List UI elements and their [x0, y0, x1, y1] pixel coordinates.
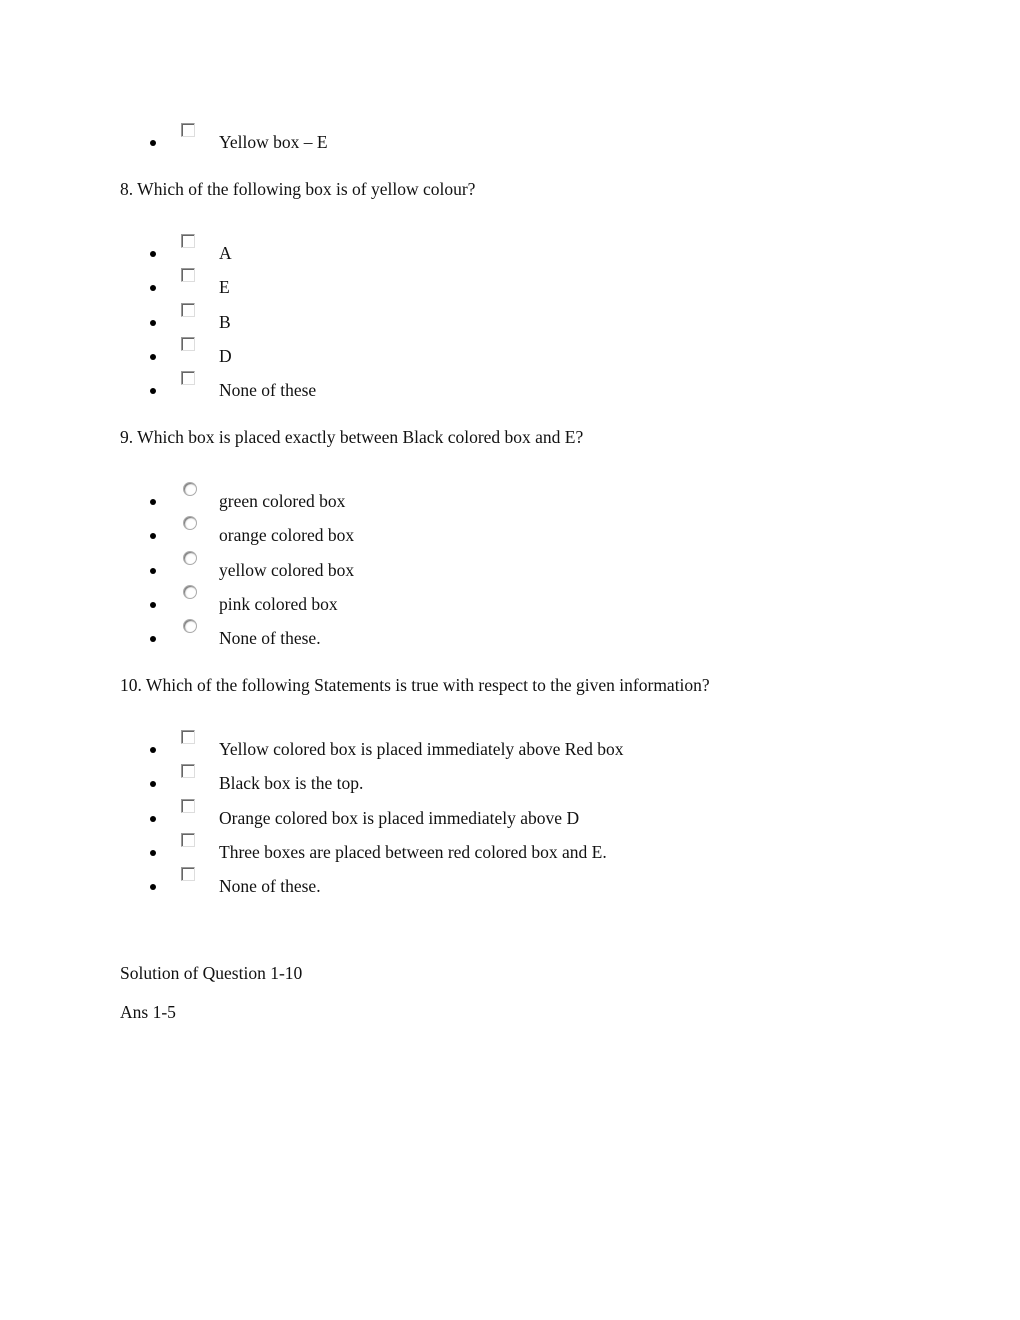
option-label: Yellow box – E	[219, 132, 328, 152]
question-8: 8. Which of the following box is of yellow colour?	[120, 179, 476, 199]
list-item	[0, 311, 1020, 333]
checkbox[interactable]	[181, 371, 195, 385]
list-item	[0, 841, 1020, 863]
checkbox[interactable]	[181, 123, 195, 137]
solution-heading: Solution of Question 1-10	[120, 963, 303, 983]
answer-heading: Ans 1-5	[120, 1002, 176, 1022]
option-label: Three boxes are placed between red colored box and E.	[219, 841, 607, 862]
bullet-icon	[150, 816, 156, 822]
option-label: Orange colored box is placed immediately above D	[219, 807, 580, 828]
list-item	[0, 131, 1020, 153]
option-label: E	[219, 277, 230, 298]
checkbox[interactable]	[181, 268, 195, 282]
list-item	[0, 772, 1020, 794]
question-9: 9. Which box is placed exactly between Black colored box and E?	[120, 427, 584, 447]
checkbox[interactable]	[181, 337, 195, 351]
option-label: green colored box	[219, 491, 346, 511]
bullet-icon	[150, 140, 156, 146]
list-item	[0, 242, 1020, 264]
option-label: Yellow colored box is placed immediately above Red box	[219, 739, 624, 759]
list-item	[0, 875, 1020, 897]
option-label: B	[219, 311, 231, 332]
list-item	[0, 593, 1020, 615]
radio-button[interactable]	[183, 482, 197, 496]
option-label: orange colored box	[219, 525, 355, 546]
bullet-icon	[150, 320, 156, 326]
checkbox[interactable]	[181, 833, 195, 847]
checkbox[interactable]	[181, 730, 195, 744]
list-item	[0, 345, 1020, 367]
checkbox[interactable]	[181, 799, 195, 813]
radio-button[interactable]	[183, 551, 197, 565]
bullet-icon	[150, 533, 156, 539]
option-label: None of these.	[219, 628, 321, 649]
bullet-icon	[150, 568, 156, 574]
list-item	[0, 559, 1020, 581]
bullet-icon	[150, 602, 156, 608]
list-item	[0, 276, 1020, 298]
list-item	[0, 807, 1020, 829]
checkbox[interactable]	[181, 764, 195, 778]
option-label: None of these	[219, 380, 317, 401]
list-item	[0, 524, 1020, 546]
radio-button[interactable]	[183, 585, 197, 599]
question-10: 10. Which of the following Statements is true with respect to the given information?	[120, 675, 710, 695]
bullet-icon	[150, 850, 156, 856]
checkbox[interactable]	[181, 867, 195, 881]
option-label: None of these.	[219, 876, 321, 897]
list-item	[0, 490, 1020, 512]
option-label: D	[219, 345, 232, 366]
list-item	[0, 379, 1020, 401]
bullet-icon	[150, 388, 156, 394]
bullet-icon	[150, 781, 156, 787]
bullet-icon	[150, 285, 156, 291]
list-item	[0, 738, 1020, 760]
bullet-icon	[150, 354, 156, 360]
bullet-icon	[150, 636, 156, 642]
radio-button[interactable]	[183, 516, 197, 530]
bullet-icon	[150, 499, 156, 505]
checkbox[interactable]	[181, 234, 195, 248]
bullet-icon	[150, 747, 156, 753]
bullet-icon	[150, 251, 156, 257]
checkbox[interactable]	[181, 303, 195, 317]
bullet-icon	[150, 884, 156, 890]
radio-button[interactable]	[183, 619, 197, 633]
option-label: pink colored box	[219, 593, 338, 614]
option-label: A	[219, 243, 232, 263]
option-label: yellow colored box	[219, 559, 355, 580]
list-item	[0, 627, 1020, 649]
option-label: Black box is the top.	[219, 773, 364, 794]
